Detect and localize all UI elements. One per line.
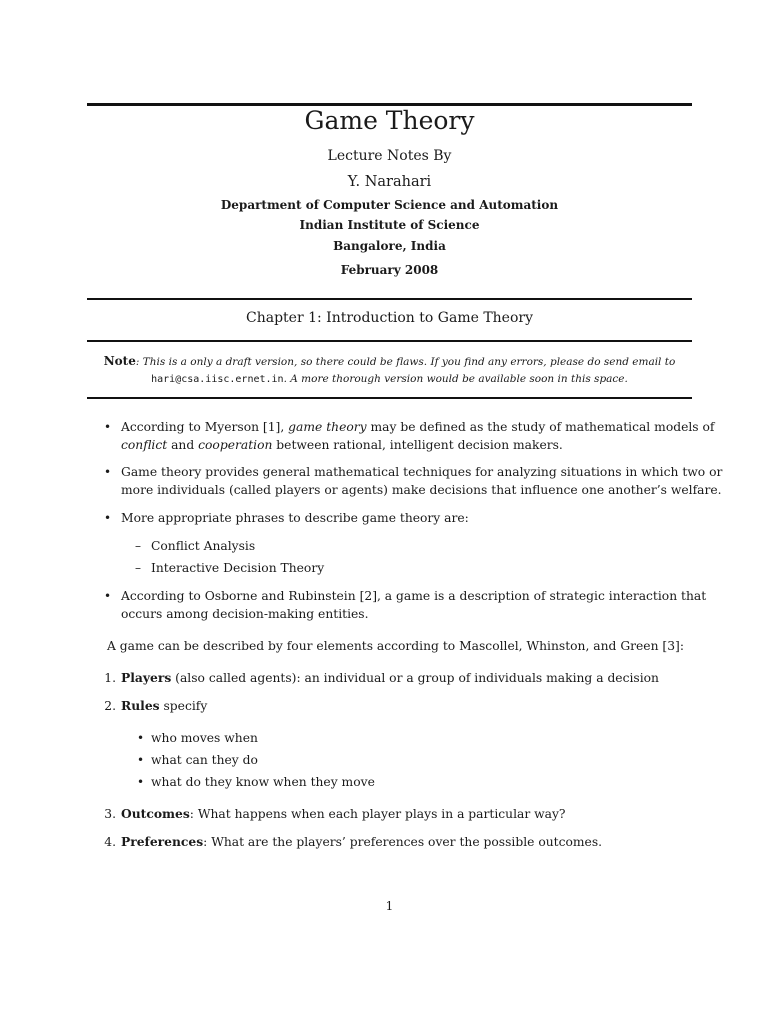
element-desc: : What are the players’ preferences over the possible outcomes. <box>203 835 603 849</box>
doc-department: Department of Computer Science and Automation <box>220 198 559 212</box>
note-email[interactable]: hari@csa.iisc.ernet.in <box>151 374 284 385</box>
intro-paragraph: A game can be described by four elements according to Mascollel, Whinston, and Green [3]: <box>107 639 684 653</box>
list-number: 3. <box>104 807 116 821</box>
list-number: 4. <box>104 835 116 849</box>
element-term: Preferences <box>121 834 204 849</box>
element-desc: (also called agents): an individual or a group of individuals making a decision <box>171 671 659 685</box>
b1-text-1: According to Myerson [1], <box>121 420 289 434</box>
note-rule <box>87 397 692 399</box>
bullet-marker: • <box>104 511 112 525</box>
bullet-1-line-2 <box>121 436 563 454</box>
element-desc: specify <box>159 699 208 713</box>
list-number: 2. <box>104 699 116 713</box>
rules-item: who moves when <box>151 731 258 745</box>
bullet-2-line-2: more individuals (called players or agents) make decisions that influence one another’s welfare. <box>121 483 722 497</box>
element-term: Outcomes <box>121 806 190 821</box>
rules-item: what do they know when they move <box>151 775 375 789</box>
dash-marker: – <box>135 561 141 575</box>
doc-subtitle: Lecture Notes By <box>327 148 452 164</box>
element-rules <box>121 697 207 715</box>
bullet-marker: • <box>137 753 145 767</box>
chapter-rule-top <box>87 298 692 300</box>
sub-item-1: Conflict Analysis <box>151 539 256 553</box>
bullet-1-line-1 <box>121 418 714 436</box>
bullet-marker: • <box>104 465 112 479</box>
bullet-2-line-1: Game theory provides general mathematical techniques for analyzing situations in which two or <box>121 465 723 479</box>
note-text-2: . A more thorough version would be available soon in this space. <box>283 373 628 385</box>
bullet-marker: • <box>137 731 145 745</box>
draft-note-line-2 <box>87 370 692 389</box>
b1-text-3: and <box>167 438 199 452</box>
draft-note-line-1 <box>87 352 692 371</box>
doc-institute: Indian Institute of Science <box>299 218 480 232</box>
doc-city: Bangalore, India <box>333 239 446 253</box>
b1-italic-cooperation: cooperation <box>198 438 273 452</box>
bullet-marker: • <box>104 589 112 603</box>
list-number: 1. <box>104 671 116 685</box>
chapter-title: Chapter 1: Introduction to Game Theory <box>246 310 533 326</box>
element-outcomes <box>121 805 566 823</box>
b1-italic-conflict: conflict <box>121 438 168 452</box>
b1-text-4: between rational, intelligent decision makers. <box>272 438 563 452</box>
bullet-4-line-1: According to Osborne and Rubinstein [2], a game is a description of strategic interaction that <box>121 589 707 603</box>
page-number: 1 <box>385 899 394 913</box>
element-desc: : What happens when each player plays in a particular way? <box>189 807 566 821</box>
sub-item-2: Interactive Decision Theory <box>151 561 325 575</box>
doc-date: February 2008 <box>340 263 439 277</box>
doc-author: Y. Narahari <box>347 174 432 190</box>
rules-item: what can they do <box>151 753 258 767</box>
doc-title: Game Theory <box>304 106 475 135</box>
element-term: Rules <box>121 698 160 713</box>
bullet-marker: • <box>104 420 112 434</box>
element-players <box>121 669 659 687</box>
note-label: Note <box>103 354 136 368</box>
b1-italic-game-theory: game theory <box>288 420 367 434</box>
chapter-rule-bottom <box>87 340 692 342</box>
element-term: Players <box>121 670 172 685</box>
bullet-4-line-2: occurs among decision-making entities. <box>121 607 369 621</box>
dash-marker: – <box>135 539 141 553</box>
note-text-1: This is a only a draft version, so there could be flaws. If you find any errors, please do send email to <box>142 356 676 368</box>
note-sep: : <box>135 356 140 368</box>
bullet-marker: • <box>137 775 145 789</box>
element-preferences <box>121 833 602 851</box>
b1-text-2: may be defined as the study of mathematical models of <box>366 420 715 434</box>
bullet-3-text: More appropriate phrases to describe game theory are: <box>121 511 469 525</box>
